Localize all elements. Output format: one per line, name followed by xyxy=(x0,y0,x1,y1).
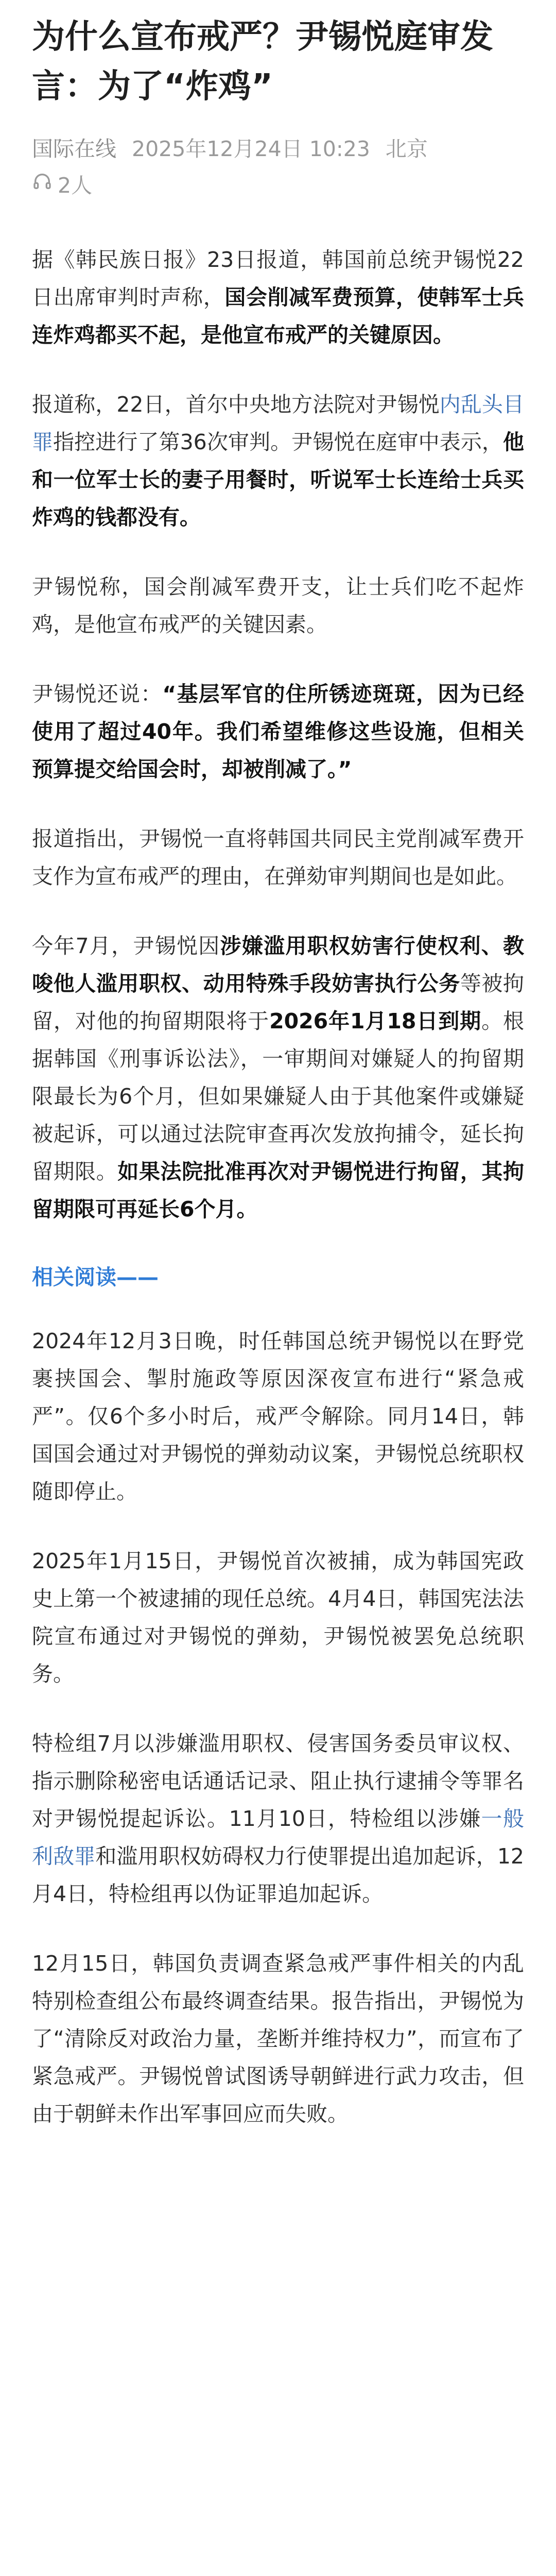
paragraph-3: 尹锡悦称，国会削减军费开支，让士兵们吃不起炸鸡，是他宣布戒严的关键因素。 xyxy=(32,574,524,637)
p4-text: 尹锡悦还说： xyxy=(32,682,163,706)
p4-bold-quote: “基层军官的住所锈迹斑斑，因为已经使用了超过40年。我们希望维修这些设施，但相关预算提交给国会时，却被削减了。” xyxy=(32,682,525,782)
article-location: 北京 xyxy=(385,137,428,161)
article-title: 为什么宣布戒严？尹锡悦庭审发言：为了“炸鸡” xyxy=(32,18,493,106)
p1-text: 据《韩民族日报》23日报道，韩国前总统尹锡悦22日出席审判时声称， xyxy=(32,247,524,310)
article-datetime: 2025年12月24日 10:23 xyxy=(132,137,370,161)
headphones-icon xyxy=(32,171,53,197)
paragraph-1 xyxy=(32,241,524,354)
p6-bold-charges: 涉嫌滥用职权妨害行使权利、教唆他人滥用职权、动用特殊手段妨害执行公务 xyxy=(32,934,525,996)
keyword-link-aiding-enemy[interactable]: 一般利敌罪 xyxy=(32,1806,525,1869)
p1-bold: 国会削减军费预算，使韩军士兵连炸鸡都买不起，是他宣布戒严的关键原因。 xyxy=(32,285,525,347)
listener-count-label: 2人 xyxy=(58,173,93,198)
p6-text-a: 今年7月，尹锡悦因 xyxy=(32,934,220,958)
paragraph-4 xyxy=(32,675,524,788)
related-reading-heading: 相关阅读—— xyxy=(32,1265,159,1290)
p2-bold: 他和一位军士长的妻子用餐时，听说军士长连给士兵买炸鸡的钱都没有。 xyxy=(32,430,525,530)
paragraph-10: 12月15日，韩国负责调查紧急戒严事件相关的内乱特别检查组公布最终调查结果。报告指出，尹锡悦为了“清除反对政治力量，垄断并维持权力”，而宣布了紧急戒严。尹锡悦曾试图诱导朝鲜进行武力攻击，但由于朝鲜未作出军事回应而失败。 xyxy=(32,1951,524,2126)
paragraph-5: 报道指出，尹锡悦一直将韩国共同民主党削减军费开支作为宣布戒严的理由，在弹劾审判期间也是如此。 xyxy=(32,826,524,889)
p6-text-c: 等被拘留，对他的拘留期限将于 xyxy=(32,971,525,1033)
p6-bold-extension: 如果法院批准再次对尹锡悦进行拘留，其拘留期限可再延长6个月。 xyxy=(32,1159,525,1222)
p2-text-a: 报道称，22日，首尔中央地方法院对尹锡悦 xyxy=(32,392,440,417)
p6-bold-date: 2026年1月18日到期 xyxy=(269,1009,482,1033)
paragraph-2 xyxy=(32,386,524,536)
keyword-link-insurrection[interactable]: 内乱头目罪 xyxy=(32,392,524,454)
article-meta xyxy=(32,132,524,162)
article-page xyxy=(0,12,556,2133)
paragraph-8: 2025年1月15日，尹锡悦首次被捕，成为韩国宪政史上第一个被逮捕的现任总统。4月4日，韩国宪法法院宣布通过对尹锡悦的弹劾，尹锡悦被罢免总统职务。 xyxy=(32,1549,524,1686)
article-source[interactable]: 国际在线 xyxy=(32,137,116,161)
paragraph-9 xyxy=(32,1725,524,1913)
listener-count[interactable] xyxy=(32,168,524,199)
paragraph-7: 2024年12月3日晚，时任韩国总统尹锡悦以在野党裹挟国会、掣肘施政等原因深夜宣布进行“紧急戒严”。仅6个多小时后，戒严令解除。同月14日，韩国国会通过对尹锡悦的弹劾动议案，尹锡悦总统职权随即停止。 xyxy=(32,1329,524,1504)
p9-text-b: 和滥用职权妨碍权力行使罪提出追加起诉，12月4日，特检组再以伪证罪追加起诉。 xyxy=(32,1844,524,1906)
p9-text-a: 特检组7月以涉嫌滥用职权、侵害国务委员审议权、指示删除秘密电话通话记录、阻止执行逮捕令等罪名对尹锡悦提起诉讼。11月10日，特检组以涉嫌 xyxy=(32,1731,524,1831)
paragraph-6 xyxy=(32,927,524,1228)
p2-text-b: 指控进行了第36次审判。尹锡悦在庭审中表示， xyxy=(53,430,503,454)
p6-text-e: 。根据韩国《刑事诉讼法》，一审期间对嫌疑人的拘留期限最长为6个月，但如果嫌疑人由于其他案件或嫌疑被起诉，可以通过法院审查再次发放拘捕令，延长拘留期限。 xyxy=(32,1009,524,1184)
